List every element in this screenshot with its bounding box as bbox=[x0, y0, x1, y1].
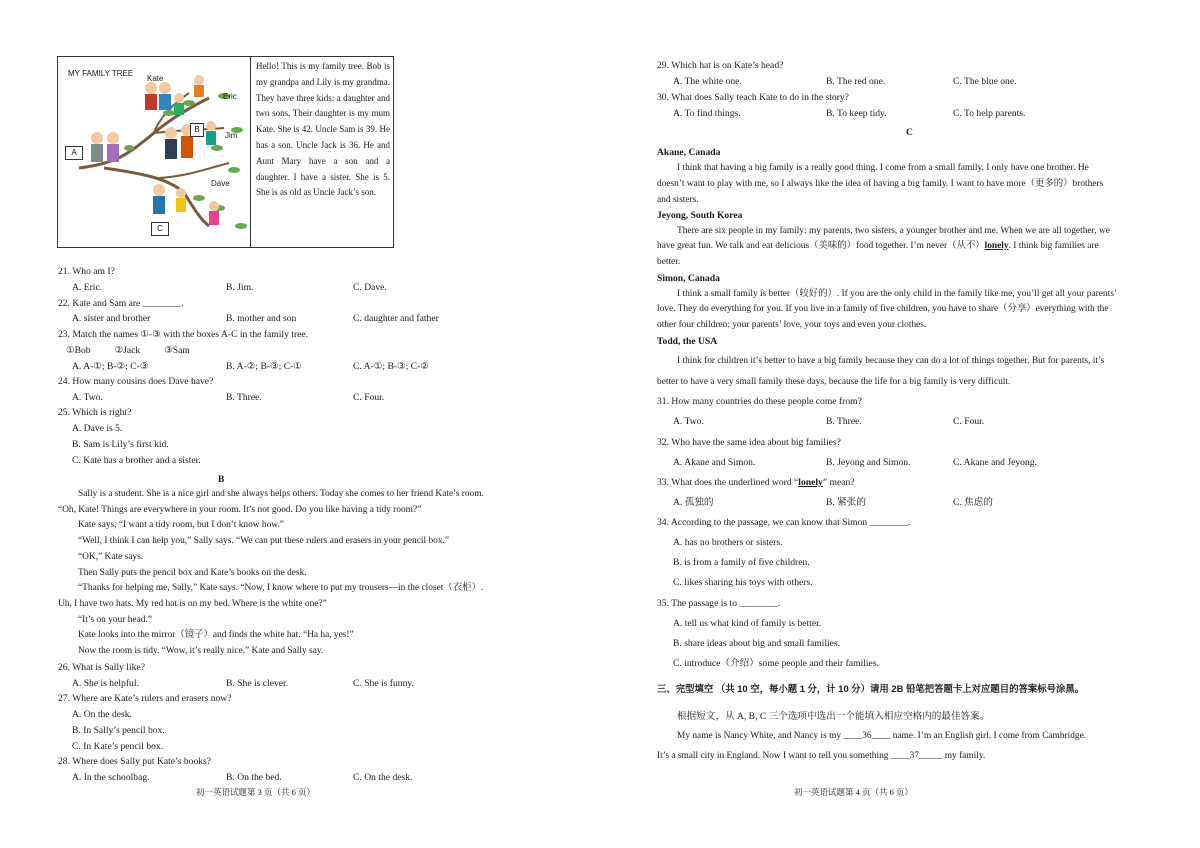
story-b-line-11: Now the room is tidy. “Wow, it’s really nice.” Kate and Sally say. bbox=[78, 646, 324, 656]
q34-option-c: C. likes sharing his toys with others. bbox=[673, 577, 813, 588]
q35-option-c: C. introduce（介绍）some people and their families. bbox=[673, 658, 879, 669]
q23-option-c: C. A-①; B-③; C-② bbox=[353, 361, 429, 372]
family-tree-illustration bbox=[59, 58, 249, 246]
q33-option-a: A. 孤独的 bbox=[673, 497, 714, 508]
cloze-blank-36: ____36____ bbox=[843, 731, 891, 741]
story-b-line-5: “OK,” Kate says. bbox=[78, 552, 144, 562]
todd-name: Todd, the USA bbox=[657, 336, 718, 347]
q31-text: 31. How many countries do these people come from? bbox=[657, 396, 862, 407]
story-b-line-3: Kate says, “I want a tidy room, but I don’t know how.” bbox=[78, 520, 284, 530]
q27-option-a: A. On the desk. bbox=[72, 709, 132, 720]
q23-option-b: B. A-②; B-③; C-① bbox=[226, 361, 302, 372]
q34-option-b: B. is from a family of five children. bbox=[673, 557, 810, 568]
q34-option-a: A. has no brothers or sisters. bbox=[673, 537, 783, 548]
q30-option-c: C. To help parents. bbox=[953, 108, 1026, 119]
akane-line-2: doesn’t want to play with me, so I always like the idea of having a big family. I want to have more（更多的）brothers bbox=[657, 179, 1104, 189]
q27-option-c: C. In Kate’s pencil box. bbox=[72, 741, 164, 752]
q25-option-a: A. Dave is 5. bbox=[72, 423, 123, 434]
q35-option-b: B. share ideas about big and small families. bbox=[673, 638, 841, 649]
tree-label-kate: Kate bbox=[147, 74, 164, 83]
part3-instructions: 根据短文，从 A, B, C 三个选项中选出一个能填入相应空格内的最佳答案。 bbox=[677, 711, 990, 722]
akane-line-3: and sisters. bbox=[657, 195, 699, 205]
akane-line-1: I think that having a big family is a really good thing. I come from a small family. I only have one brother. He bbox=[677, 163, 1089, 173]
q24-option-a: A. Two. bbox=[72, 392, 103, 403]
q25-option-b: B. Sam is Lily’s first kid. bbox=[72, 439, 169, 450]
q35-option-a: A. tell us what kind of family is better. bbox=[673, 618, 822, 629]
jeyong-line-3: better. bbox=[657, 257, 681, 267]
tree-box-a: A bbox=[65, 146, 83, 160]
q30-option-a: A. To find things. bbox=[673, 108, 741, 119]
q28-option-a: A. In the schoolbag. bbox=[72, 772, 150, 783]
jeyong-line-1: There are six people in my family: my parents, two sisters, a younger brother and me. When we are all together, we bbox=[677, 226, 1110, 236]
q21-option-c: C. Dave. bbox=[353, 282, 387, 293]
family-tree-text: Hello! This is my family tree. Bob is my grandpa and Lily is my grandma. They have three kids: a daughter and two sons. Their daughter is my mum Kate. She is 42. Uncle Sam is 39. He has a son. Uncle Jack is 36. He and Aunt Mary have a son and a daughter. I have a sister. She is 5. She is as old as Uncle Jack’s son. bbox=[256, 61, 390, 198]
akane-name: Akane, Canada bbox=[657, 147, 721, 158]
q31-option-c: C. Four. bbox=[953, 416, 985, 427]
tree-label-dave: Dave bbox=[211, 179, 230, 188]
cloze-line-2b: my family. bbox=[942, 751, 986, 761]
story-b-line-6: Then Sally puts the pencil box and Kate’s books on the desk. bbox=[78, 568, 307, 578]
q24-option-c: C. Four. bbox=[353, 392, 385, 403]
story-b-line-2: “Oh, Kate! Things are everywhere in your room. It’s not good. Do you like having a tidy room?” bbox=[58, 505, 422, 515]
jeyong-line-2a: have great fun. We talk and eat delicious（美味的）food together. I’m never（从不） bbox=[657, 241, 985, 251]
tree-divider bbox=[250, 57, 251, 247]
q33-option-c: C. 焦虑的 bbox=[953, 497, 993, 508]
q29-option-c: C. The blue one. bbox=[953, 76, 1017, 87]
tree-label-jim: Jim bbox=[225, 131, 238, 140]
q22-option-b: B. mother and son bbox=[226, 313, 297, 324]
q24-option-b: B. Three. bbox=[226, 392, 262, 403]
story-b-line-1: Sally is a student. She is a nice girl and she always helps others. Today she comes to her friend Kate’s room. bbox=[78, 489, 484, 499]
jeyong-line-2 bbox=[657, 241, 1099, 252]
q32-text: 32. Who have the same idea about big families? bbox=[657, 437, 841, 448]
simon-name: Simon, Canada bbox=[657, 273, 720, 284]
q31-option-b: B. Three. bbox=[826, 416, 862, 427]
q35-text: 35. The passage is to ________. bbox=[657, 598, 781, 609]
simon-line-2: love. They do everything for you. If you live in a family of five children, you have to share（分享）everything with the bbox=[657, 304, 1109, 314]
part3-title: 三、完型填空 （共 10 空，每小题 1 分，计 10 分）请用 2B 铅笔把答题卡上对应题目的答案标号涂黑。 bbox=[657, 683, 1085, 694]
q33-text bbox=[657, 477, 855, 488]
q26-option-c: C. She is funny. bbox=[353, 678, 414, 689]
q24-text: 24. How many cousins does Dave have? bbox=[58, 376, 214, 387]
q32-option-c: C. Akane and Jeyong. bbox=[953, 457, 1037, 468]
q29-text: 29. Which hat is on Kate’s head? bbox=[657, 60, 784, 71]
cloze-blank-37: ____37_____ bbox=[890, 751, 943, 761]
q23-option-a: A. A-①; B-②; C-③ bbox=[72, 361, 149, 372]
q29-option-a: A. The white one. bbox=[673, 76, 742, 87]
family-tree-title: MY FAMILY TREE bbox=[68, 69, 134, 78]
q22-text: 22. Kate and Sam are ________. bbox=[58, 298, 184, 309]
tree-box-b: B bbox=[190, 123, 204, 137]
q28-option-b: B. On the bed. bbox=[226, 772, 282, 783]
q29-option-b: B. The red one. bbox=[826, 76, 886, 87]
story-b-line-9: “It’s on your head.” bbox=[78, 615, 152, 625]
story-b-line-10: Kate looks into the mirror（镜子）and finds the white hat. “Ha ha, yes!” bbox=[78, 630, 354, 640]
person-figures bbox=[91, 75, 219, 225]
q30-text: 30. What does Sally teach Kate to do in the story? bbox=[657, 92, 849, 103]
q23-text: 23. Match the names ①-③ with the boxes A-C in the family tree. bbox=[58, 329, 309, 340]
story-b-line-4: “Well, I think I can help you,” Sally says. “We can put these rulers and erasers in your pencil box.” bbox=[78, 536, 450, 546]
tree-label-eric: Eric bbox=[223, 92, 237, 101]
q22-option-c: C. daughter and father bbox=[353, 313, 439, 324]
left-page-footer: 初一英语试题第 3 页（共 6 页） bbox=[196, 787, 316, 797]
tree-box-c: C bbox=[151, 222, 169, 236]
q31-option-a: A. Two. bbox=[673, 416, 704, 427]
simon-line-1: I think a small family is better（较好的）. If you are the only child in the family like me, you’ll get all your parents’ bbox=[677, 289, 1117, 299]
q30-option-b: B. To keep tidy. bbox=[826, 108, 887, 119]
q33-text-a: 33. What does the underlined word “ bbox=[657, 477, 799, 488]
q34-text: 34. According to the passage, we can know that Simon ________. bbox=[657, 517, 911, 528]
todd-line-1: I think for children it’s better to have a big family because they can do a lot of things together. But for parents, it’s bbox=[677, 356, 1105, 366]
simon-line-3: other four children: your parents’ love, your toys and even your clothes. bbox=[657, 320, 927, 330]
right-page-footer: 初一英语试题第 4 页（共 6 页） bbox=[794, 787, 914, 797]
section-c-heading: C bbox=[906, 127, 913, 138]
q26-option-a: A. She is helpful. bbox=[72, 678, 139, 689]
q33-text-b: ” mean? bbox=[822, 477, 855, 488]
cloze-line-1b: name. I’m an English girl. I come from Cambridge. bbox=[890, 731, 1087, 741]
q32-option-b: B. Jeyong and Simon. bbox=[826, 457, 911, 468]
section-b-heading: B bbox=[218, 474, 225, 485]
q32-option-a: A. Akane and Simon. bbox=[673, 457, 756, 468]
q33-option-b: B. 紧张的 bbox=[826, 497, 866, 508]
q25-text: 25. Which is right? bbox=[58, 407, 132, 418]
jeyong-line-2b: . I think big families are bbox=[1008, 241, 1099, 251]
q21-option-b: B. Jim. bbox=[226, 282, 254, 293]
q23-names: ①Bob ②Jack ③Sam bbox=[66, 345, 190, 356]
q26-text: 26. What is Sally like? bbox=[58, 662, 145, 673]
family-tree-box bbox=[57, 56, 394, 248]
q21-text: 21. Who am I? bbox=[58, 266, 115, 277]
story-b-line-7: “Thanks for helping me, Sally,” Kate says. “Now, I know where to put my trousers—in the closet（衣柜）. bbox=[78, 583, 484, 593]
q28-text: 28. Where does Sally put Kate’s books? bbox=[58, 756, 212, 767]
q27-option-b: B. In Sally’s pencil box. bbox=[72, 725, 165, 736]
q21-option-a: A. Eric. bbox=[72, 282, 103, 293]
q28-option-c: C. On the desk. bbox=[353, 772, 413, 783]
cloze-line-1a: My name is Nancy White, and Nancy is my bbox=[677, 731, 844, 741]
todd-line-2: better to have a very small family these days, because the life for a big family is very difficult. bbox=[657, 377, 1011, 387]
q27-text: 27. Where are Kate’s rulers and erasers now? bbox=[58, 693, 232, 704]
underlined-word-lonely: lonely bbox=[984, 241, 1009, 251]
story-b-line-8: Uh, I have two hats. My red hat is on my bed. Where is the white one?” bbox=[58, 599, 327, 609]
q22-option-a: A. sister and brother bbox=[72, 313, 151, 324]
cloze-line-1 bbox=[677, 731, 1086, 742]
q33-underlined-word: lonely bbox=[798, 477, 823, 488]
cloze-line-2a: It’s a small city in England. Now I want to tell you something bbox=[657, 751, 891, 761]
q26-option-b: B. She is clever. bbox=[226, 678, 289, 689]
jeyong-name: Jeyong, South Korea bbox=[657, 210, 743, 221]
cloze-line-2 bbox=[657, 751, 985, 762]
q25-option-c: C. Kate has a brother and a sister. bbox=[72, 455, 201, 466]
